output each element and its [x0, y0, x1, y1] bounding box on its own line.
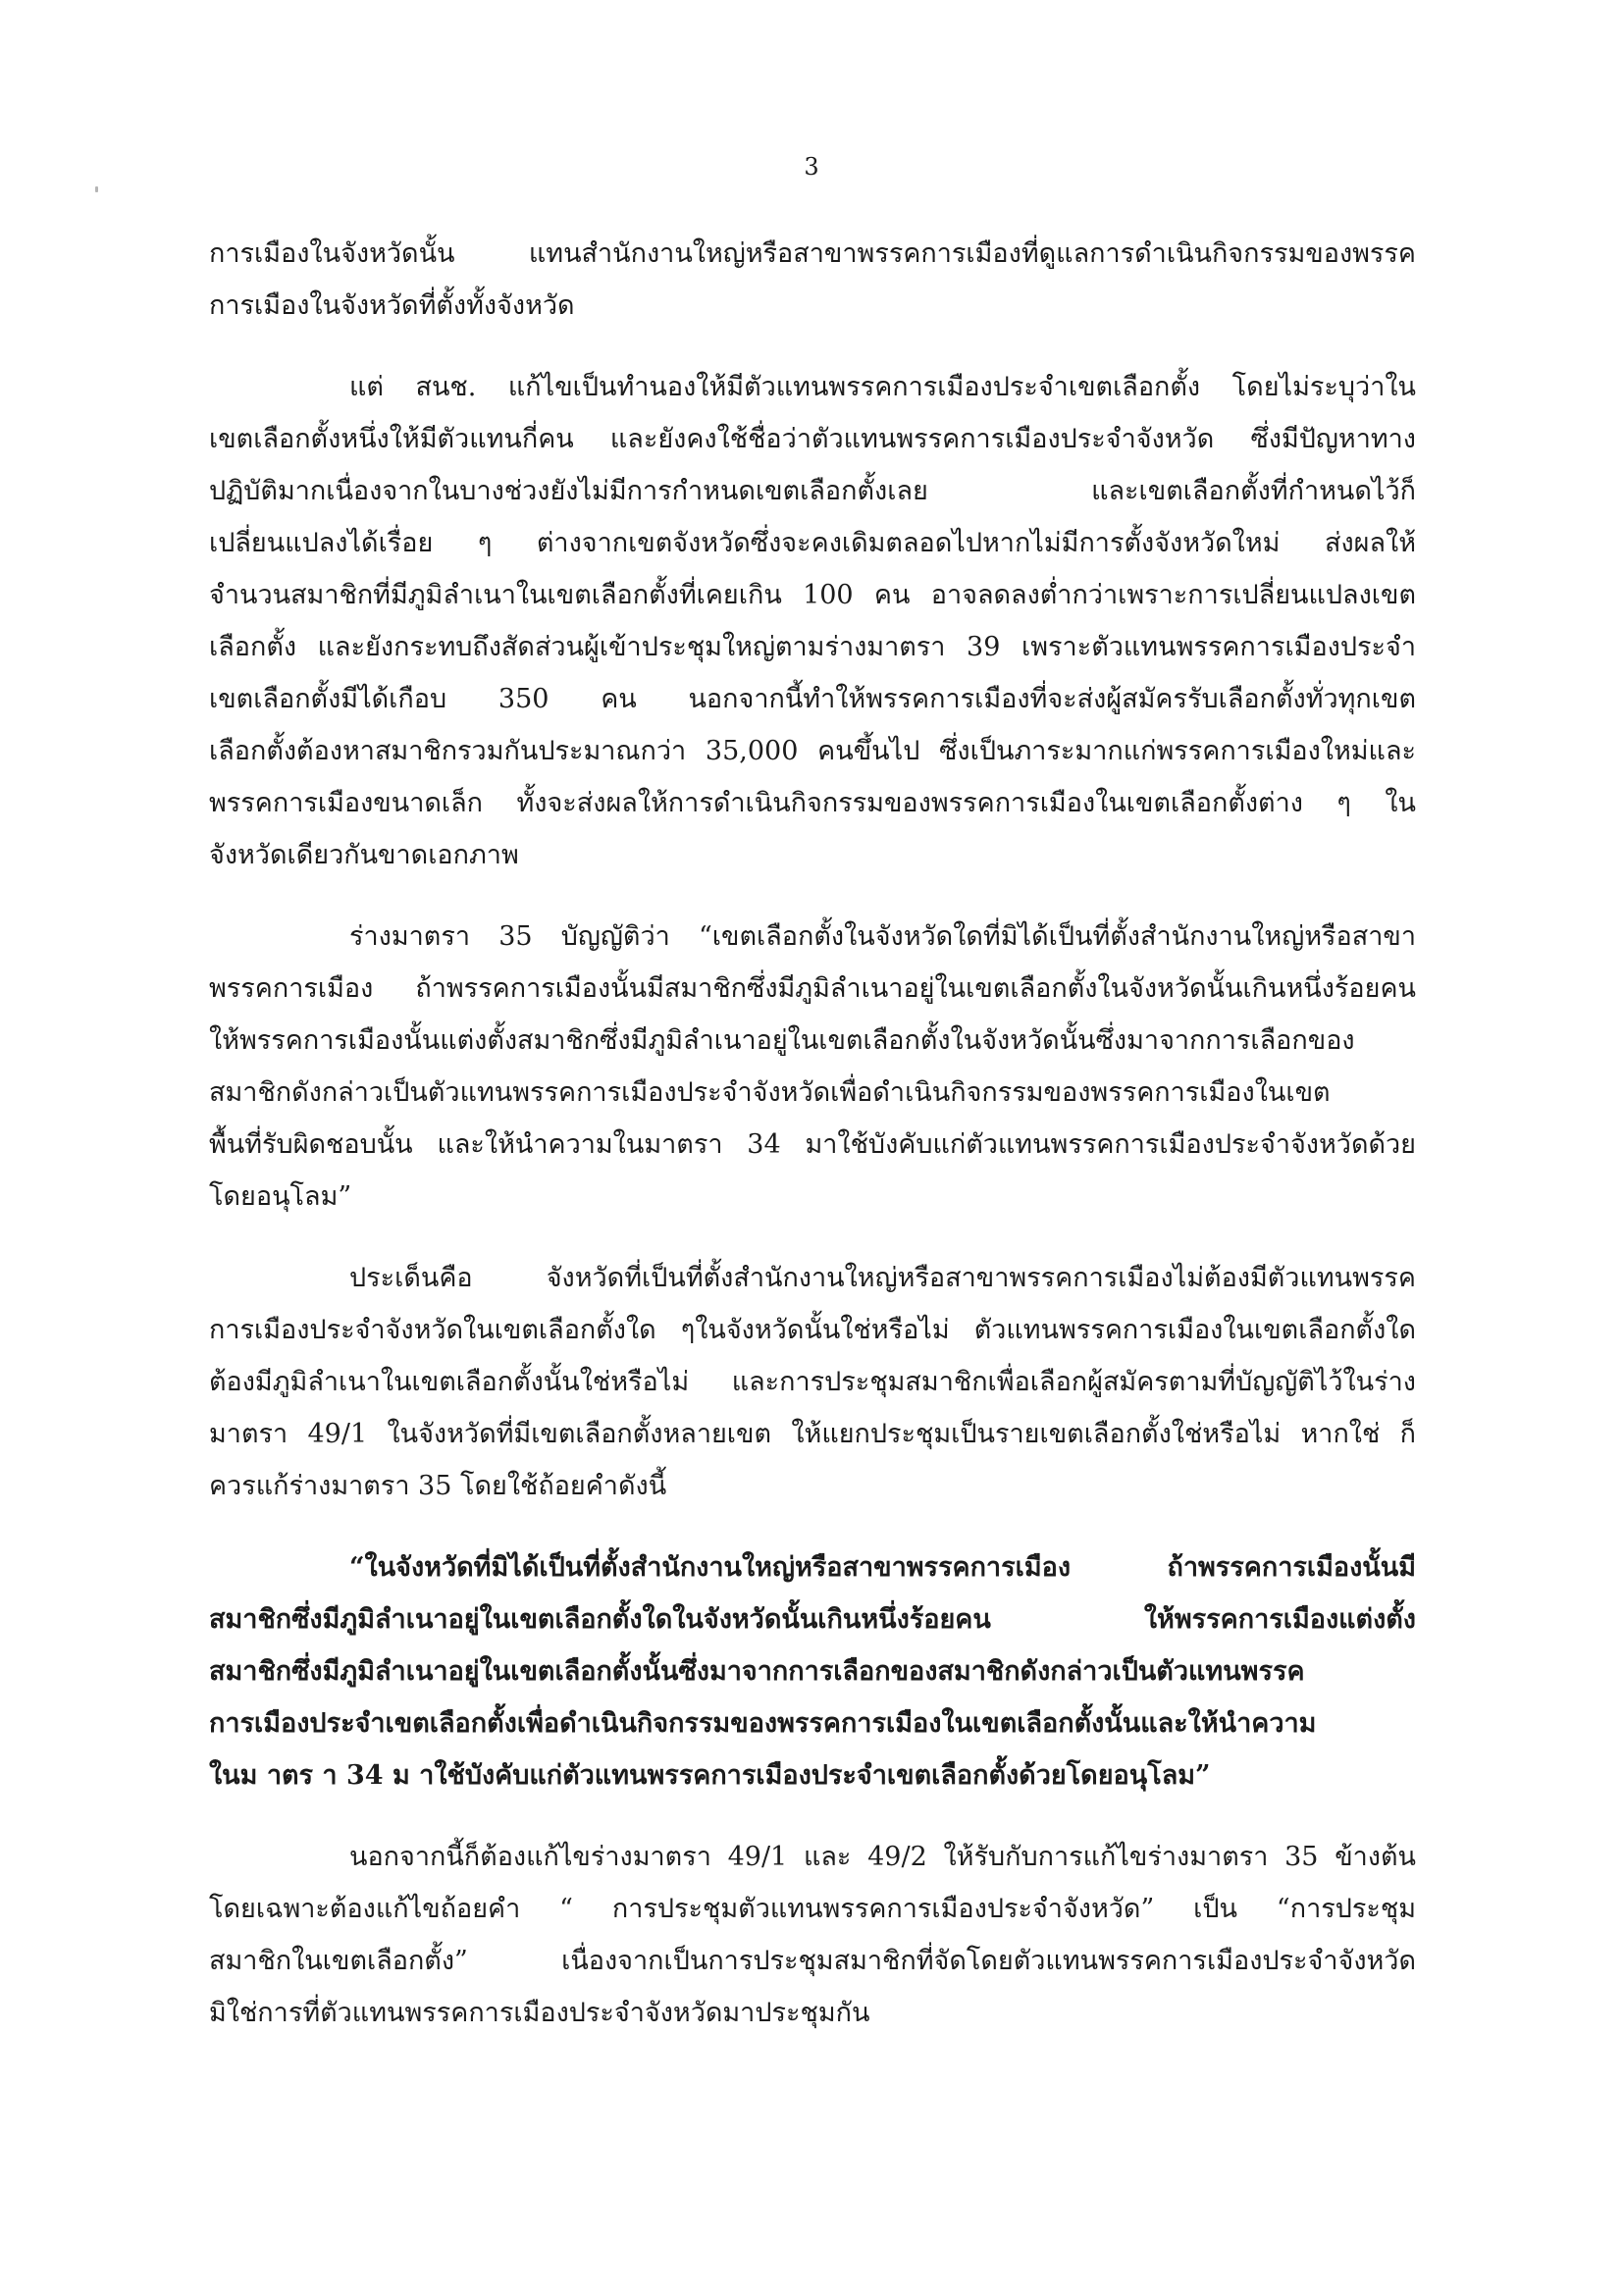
paragraph-2-line: แต่ สนช. แก้ไขเป็นทำนองให้มีตัวแทนพรรคการเมืองประจำเขตเลือกตั้ง โดยไม่ระบุว่าใน [349, 372, 1416, 402]
proposed-text-line: การเมืองประจำเขตเลือกตั้งเพื่อดำเนินกิจกรรมของพรรคการเมืองในเขตเลือกตั้งนั้นและให้นำความ [209, 1708, 1317, 1739]
paragraph-2-line: เขตเลือกตั้งมีได้เกือบ 350 คน นอกจากนี้ทำให้พรรคการเมืองที่จะส่งผู้สมัครรับเลือกตั้งทั่วทุกเขต [209, 684, 1416, 714]
paragraph-2-line: เปลี่ยนแปลงได้เรื่อย ๆ ต่างจากเขตจังหวัดซึ่งจะคงเดิมตลอดไปหากไม่มีการตั้งจังหวัดใหม่ ส่งผลให้ [209, 528, 1416, 558]
paragraph-4-line: ต้องมีภูมิลำเนาในเขตเลือกตั้งนั้นใช่หรือไม่ และการประชุมสมาชิกเพื่อเลือกผู้สมัครตามที่บัญญัติไว้ในร่าง [209, 1367, 1416, 1397]
paragraph-1-line: การเมืองในจังหวัดที่ตั้งทั้งจังหวัด [209, 290, 575, 321]
paragraph-3-line: โดยอนุโลม” [209, 1181, 352, 1212]
page-number: 3 [804, 153, 819, 181]
scan-speck [95, 186, 98, 192]
paragraph-2-line: จังหวัดเดียวกันขาดเอกภาพ [209, 840, 519, 870]
paragraph-2-line: พรรคการเมืองขนาดเล็ก ทั้งจะส่งผลให้การดำเนินกิจกรรมของพรรคการเมืองในเขตเลือกตั้งต่าง ๆ ใน [209, 788, 1416, 818]
paragraph-2-line: ปฏิบัติมากเนื่องจากในบางช่วงยังไม่มีการกำหนดเขตเลือกตั้งเลย และเขตเลือกตั้งที่กำหนดไว้ก็ [209, 476, 1416, 506]
proposed-text-line: “ในจังหวัดที่มิได้เป็นที่ตั้งสำนักงานใหญ่หรือสาขาพรรคการเมือง ถ้าพรรคการเมืองนั้นมี [349, 1552, 1416, 1583]
paragraph-6-line: นอกจากนี้ก็ต้องแก้ไขร่างมาตรา 49/1 และ 49/2 ให้รับกับการแก้ไขร่างมาตรา 35 ข้างต้น [349, 1842, 1416, 1872]
paragraph-3-line: พรรคการเมือง ถ้าพรรคการเมืองนั้นมีสมาชิกซึ่งมีภูมิลำเนาอยู่ในเขตเลือกตั้งในจังหวัดนั้นเกินหนึ่งร้อยคน [209, 973, 1416, 1004]
paragraph-2-line: เขตเลือกตั้งหนึ่งให้มีตัวแทนกี่คน และยังคงใช้ชื่อว่าตัวแทนพรรคการเมืองประจำจังหวัด ซึ่งมีปัญหาทาง [209, 424, 1416, 454]
paragraph-3-line: ร่างมาตรา 35 บัญญัติว่า “เขตเลือกตั้งในจังหวัดใดที่มิได้เป็นที่ตั้งสำนักงานใหญ่หรือสาขา [349, 921, 1416, 952]
paragraph-3-line: ให้พรรคการเมืองนั้นแต่งตั้งสมาชิกซึ่งมีภูมิลำเนาอยู่ในเขตเลือกตั้งในจังหวัดนั้นซึ่งมาจากการเลือกของ [209, 1025, 1355, 1056]
proposed-text-line: สมาชิกซึ่งมีภูมิลำเนาอยู่ในเขตเลือกตั้งนั้นซึ่งมาจากการเลือกของสมาชิกดังกล่าวเป็นตัวแทนพรรค [209, 1656, 1305, 1687]
paragraph-3-line: สมาชิกดังกล่าวเป็นตัวแทนพรรคการเมืองประจำจังหวัดเพื่อดำเนินกิจกรรมของพรรคการเมืองในเขต [209, 1077, 1331, 1108]
proposed-text-line: สมาชิกซึ่งมีภูมิลำเนาอยู่ในเขตเลือกตั้งใดในจังหวัดนั้นเกินหนึ่งร้อยคน ให้พรรคการเมืองแต่งตั้ง [209, 1604, 1416, 1635]
paragraph-6-line: มิใช่การที่ตัวแทนพรรคการเมืองประจำจังหวัดมาประชุมกัน [209, 1998, 870, 2028]
paragraph-2-line: เลือกตั้ง และยังกระทบถึงสัดส่วนผู้เข้าประชุมใหญ่ตามร่างมาตรา 39 เพราะตัวแทนพรรคการเมืองประจำ [209, 632, 1416, 662]
paragraph-4-line: การเมืองประจำจังหวัดในเขตเลือกตั้งใด ๆในจังหวัดนั้นใช่หรือไม่ ตัวแทนพรรคการเมืองในเขตเลือกตั้งใด [209, 1315, 1416, 1345]
paragraph-2-line: เลือกตั้งต้องหาสมาชิกรวมกันประมาณกว่า 35,000 คนขึ้นไป ซึ่งเป็นภาระมากแก่พรรคการเมืองใหม่และ [209, 736, 1416, 766]
proposed-text-line: ในม าตร า 34 ม าใช้บังคับแก่ตัวแทนพรรคการเมืองประจำเขตเลือกตั้งด้วยโดยอนุโลม” [209, 1760, 1211, 1791]
paragraph-4-line: มาตรา 49/1 ในจังหวัดที่มีเขตเลือกตั้งหลายเขต ให้แยกประชุมเป็นรายเขตเลือกตั้งใช่หรือไม่ หากใช่ ก็ [209, 1419, 1416, 1449]
paragraph-3-line: พื้นที่รับผิดชอบนั้น และให้นำความในมาตรา 34 มาใช้บังคับแก่ตัวแทนพรรคการเมืองประจำจังหวัดด้วย [209, 1129, 1416, 1160]
paragraph-1-line: การเมืองในจังหวัดนั้น แทนสำนักงานใหญ่หรือสาขาพรรคการเมืองที่ดูแลการดำเนินกิจกรรมของพรรค [209, 238, 1416, 269]
paragraph-2-line: จำนวนสมาชิกที่มีภูมิลำเนาในเขตเลือกตั้งที่เคยเกิน 100 คน อาจลดลงต่ำกว่าเพราะการเปลี่ยนแปลงเขต [209, 580, 1416, 610]
paragraph-6-line: โดยเฉพาะต้องแก้ไขถ้อยคำ “ การประชุมตัวแทนพรรคการเมืองประจำจังหวัด” เป็น “การประชุม [209, 1894, 1416, 1924]
paragraph-4-line: ควรแก้ร่างมาตรา 35 โดยใช้ถ้อยคำดังนี้ [209, 1471, 667, 1501]
paragraph-6-line: สมาชิกในเขตเลือกตั้ง” เนื่องจากเป็นการประชุมสมาชิกที่จัดโดยตัวแทนพรรคการเมืองประจำจังหวัด [209, 1946, 1416, 1976]
paragraph-4-line: ประเด็นคือ จังหวัดที่เป็นที่ตั้งสำนักงานใหญ่หรือสาขาพรรคการเมืองไม่ต้องมีตัวแทนพรรค [349, 1263, 1416, 1293]
